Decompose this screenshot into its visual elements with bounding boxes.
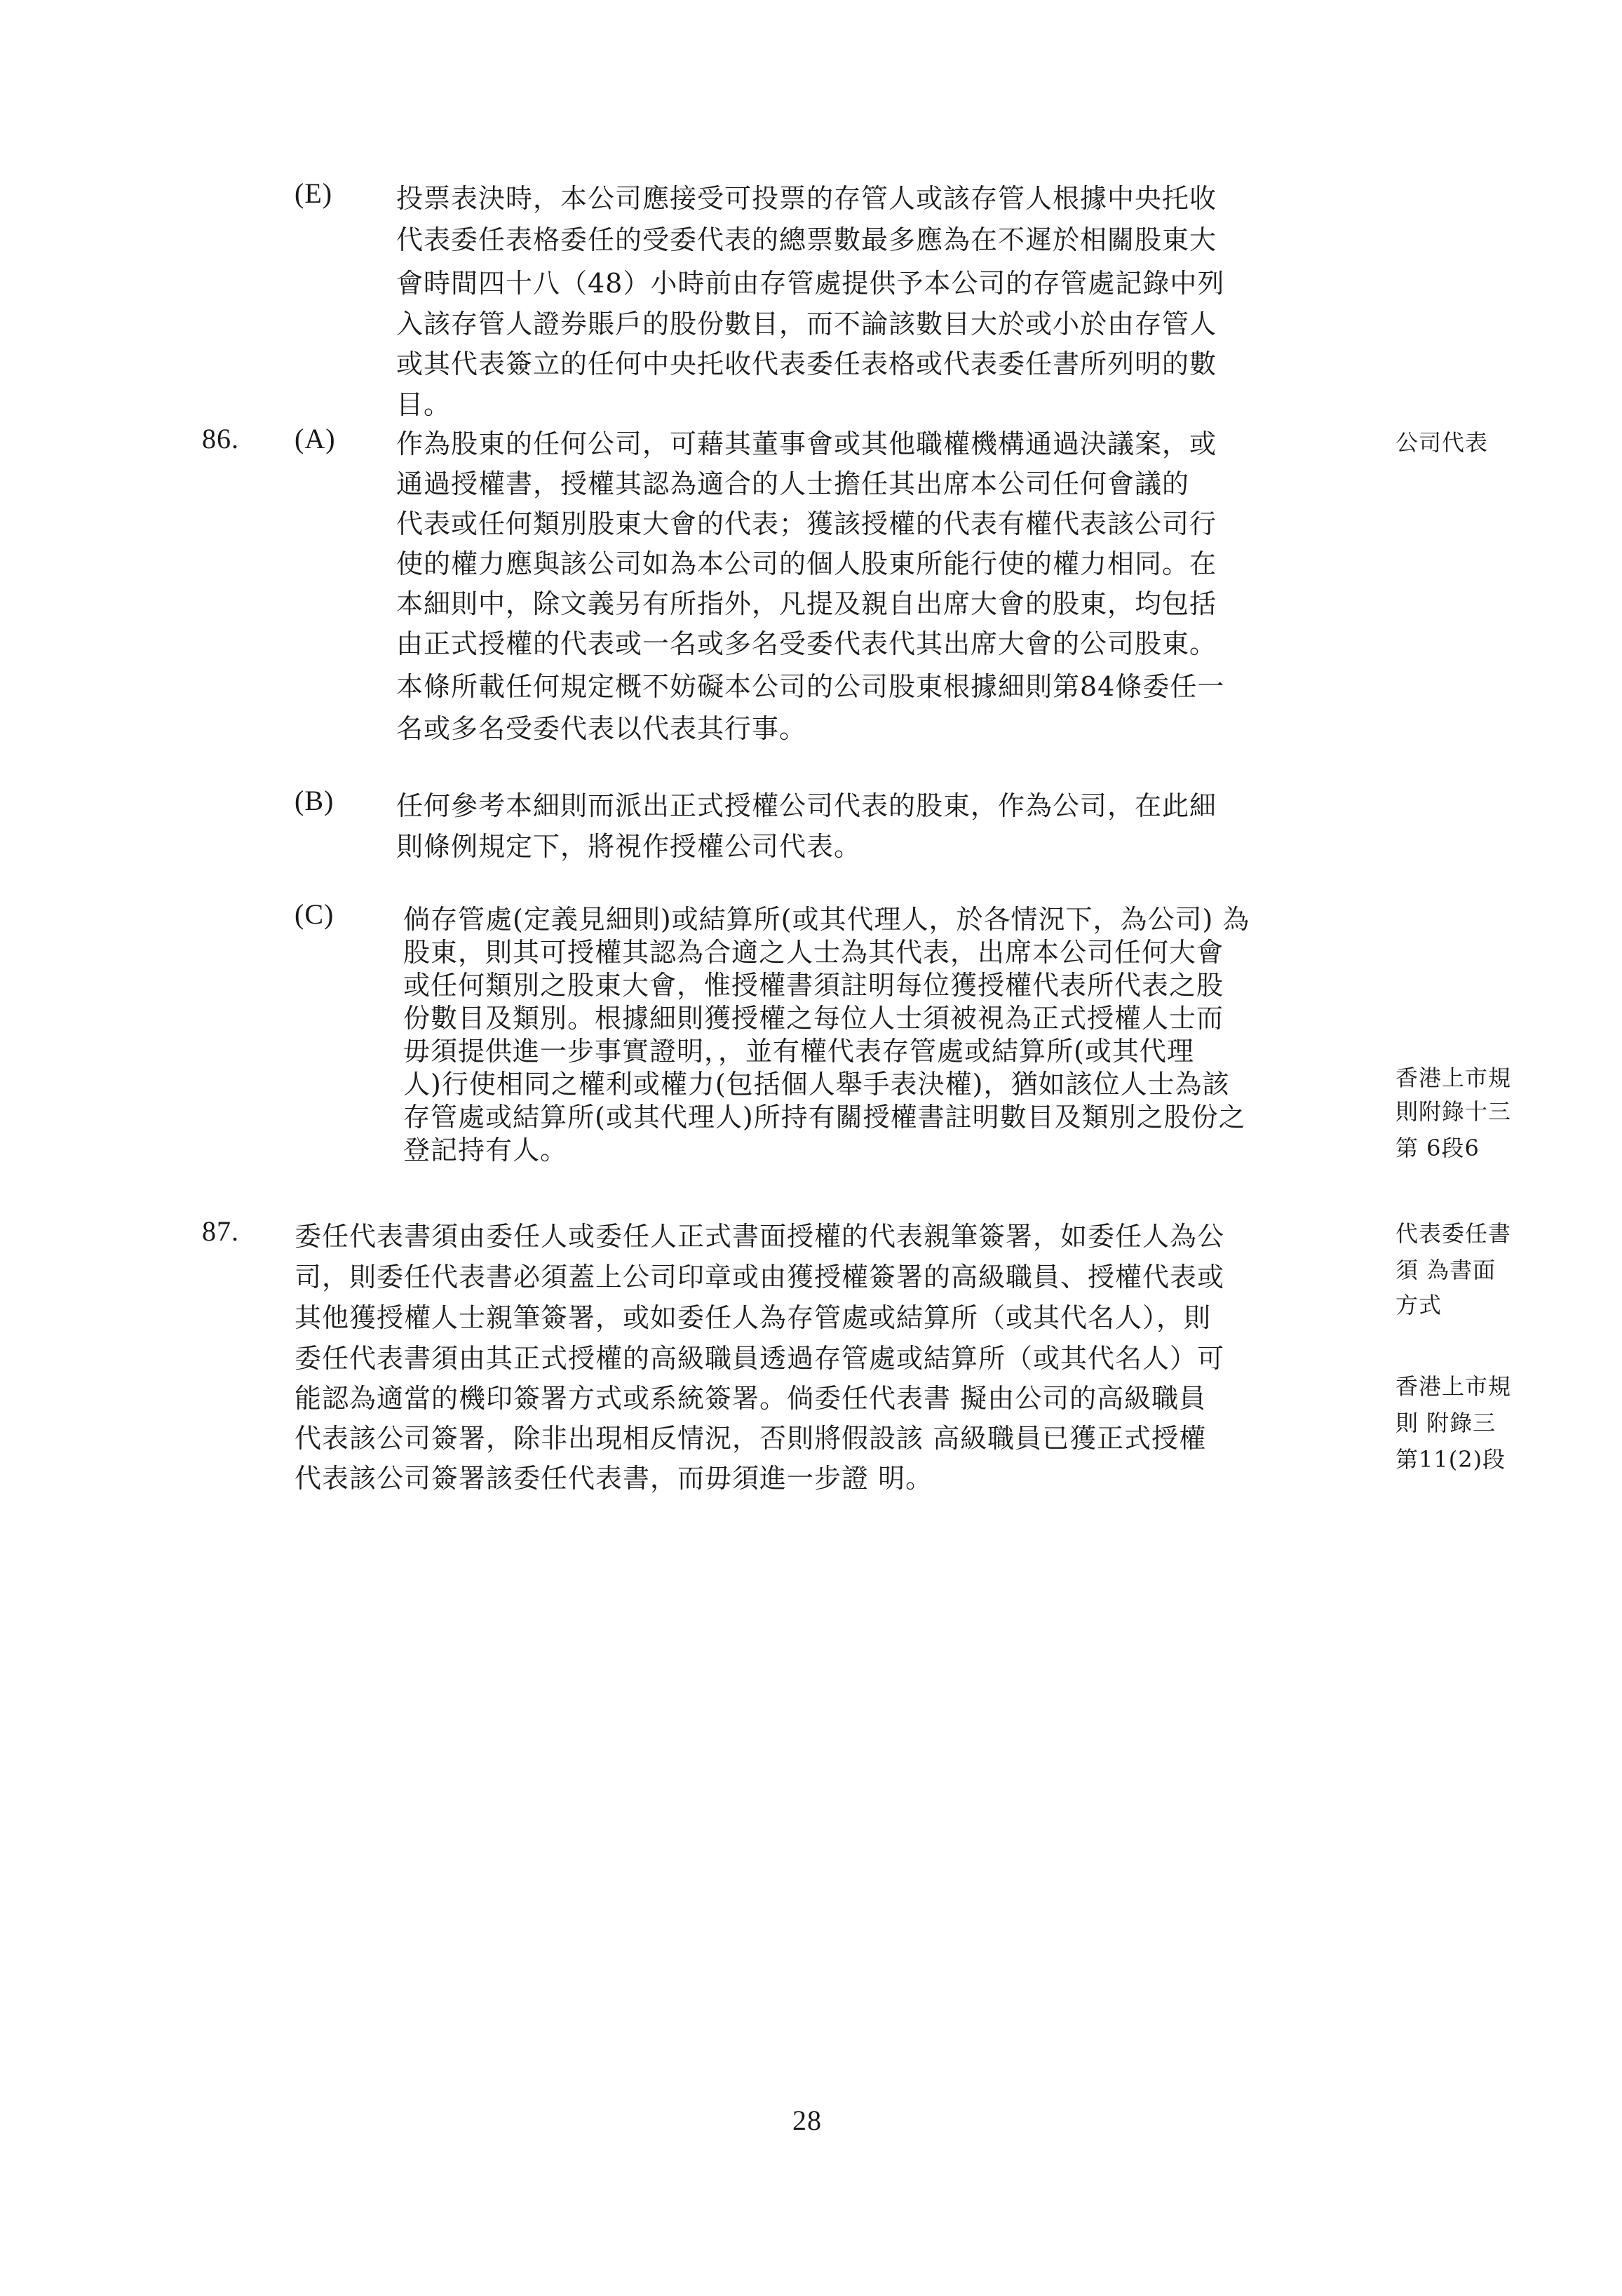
paragraph-e-line: 代表委任表格委任的受委代表的總票數最多應為在不遲於相關股東大: [396, 224, 1217, 255]
article-86-a-extra-line: 名或多名受委代表以代表其行事。: [396, 713, 807, 744]
article-86-c-line: 登記持有人。: [403, 1135, 568, 1166]
article-86-c-line: 份數目及類別。根據細則獲授權之每位人士須被視為正式授權人士而: [403, 1003, 1224, 1034]
article-87-side-note: 第11(2)段: [1395, 1446, 1506, 1473]
article-86-c-line: 股東，則其可授權其認為合適之人士為其代表，出席本公司任何大會: [403, 937, 1224, 968]
article-86-b-line: 則條例規定下，將視作授權公司代表。: [396, 831, 862, 862]
article-86-a-line: 作為股東的任何公司，可藉其董事會或其他職權機構通過決議案，或: [396, 428, 1217, 459]
article-86-a-line: 使的權力應與該公司如為本公司的個人股東所能行使的權力相同。在: [396, 548, 1217, 579]
article-86-c-side-note: 第 6段6: [1395, 1135, 1480, 1161]
article-86-side-note: 公司代表: [1395, 429, 1489, 456]
article-87-side-note: 方式: [1395, 1292, 1442, 1318]
paragraph-e-line: 或其代表簽立的任何中央托收代表委任表格或代表委任書所列明的數: [396, 349, 1217, 379]
paragraph-e-label: (E): [295, 177, 333, 209]
article-86-c-side-note: 香港上市規: [1395, 1065, 1512, 1091]
article-86-c-line: 倘存管處(定義見細則)或結算所(或其代理人，於各情況下，為公司) 為: [403, 904, 1250, 935]
article-87-side-note: 須 為書面: [1395, 1257, 1496, 1283]
article-86-b-line: 任何參考本細則而派出正式授權公司代表的股東，作為公司，在此細: [396, 790, 1217, 821]
article-87-side-note: 代表委任書: [1395, 1220, 1512, 1247]
article-86-c-line: 毋須提供進一步事實證明，，並有權代表存管處或結算所(或其代理: [403, 1036, 1194, 1067]
paragraph-e-line: 投票表決時，本公司應接受可投票的存管人或該存管人根據中央托收: [396, 183, 1217, 214]
page-number: 28: [792, 2105, 822, 2136]
article-86-a-extra-line: 本條所載任何規定概不妨礙本公司的公司股東根據細則第84條委任一: [396, 671, 1225, 702]
article-86-c-label: (C): [295, 898, 334, 930]
article-87-line: 其他獲授權人士親筆簽署，或如委任人為存管處或結算所（或其代名人），則: [295, 1302, 1212, 1333]
article-86-c-line: 人)行使相同之權利或權力(包括個人舉手表決權)，猶如該位人士為該: [403, 1069, 1230, 1100]
paragraph-e-line: 會時間四十八（48）小時前由存管處提供予本公司的存管處記錄中列: [396, 268, 1225, 299]
paragraph-e-line: 目。: [396, 389, 452, 420]
article-87-line: 能認為適當的機印簽署方式或系統簽署。倘委任代表書 擬由公司的高級職員: [295, 1383, 1207, 1414]
article-87-side-note: 香港上市規: [1395, 1373, 1512, 1400]
article-87-line: 代表該公司簽署該委任代表書，而毋須進一步證 明。: [295, 1463, 933, 1494]
article-86-a-line: 通過授權書，授權其認為適合的人士擔任其出席本公司任何會議的: [396, 468, 1190, 499]
article-86-a-label: (A): [295, 423, 336, 454]
article-86-a-line: 代表或任何類別股東大會的代表；獲該授權的代表有權代表該公司行: [396, 508, 1217, 539]
article-87-line: 司，則委任代表書必須蓋上公司印章或由獲授權簽署的高級職員、授權代表或: [295, 1262, 1225, 1292]
article-86-c-side-note: 則附錄十三: [1395, 1098, 1512, 1125]
article-87-line: 代表該公司簽署，除非出現相反情況，否則將假設該 高級職員已獲正式授權: [295, 1423, 1207, 1454]
article-86-number: 86.: [202, 423, 239, 454]
article-86-b-label: (B): [295, 785, 334, 816]
article-86-c-line: 存管處或結算所(或其代理人)所持有關授權書註明數目及類別之股份之: [403, 1102, 1246, 1133]
article-86-a-line: 由正式授權的代表或一名或多名受委代表代其出席大會的公司股東。: [396, 628, 1217, 659]
paragraph-e-line: 入該存管人證券賬戶的股份數目，而不論該數目大於或小於由存管人: [396, 309, 1217, 339]
article-86-a-line: 本細則中，除文義另有所指外，凡提及親自出席大會的股東，均包括: [396, 588, 1217, 619]
article-87-line: 委任代表書須由其正式授權的高級職員透過存管處或結算所（或其代名人）可: [295, 1343, 1225, 1374]
article-86-c-line: 或任何類別之股東大會，惟授權書須註明每位獲授權代表所代表之股: [403, 970, 1224, 1001]
article-87-side-note: 則 附錄三: [1395, 1410, 1496, 1436]
article-87-number: 87.: [202, 1215, 239, 1247]
article-87-line: 委任代表書須由委任人或委任人正式書面授權的代表親筆簽署，如委任人為公: [295, 1221, 1225, 1252]
